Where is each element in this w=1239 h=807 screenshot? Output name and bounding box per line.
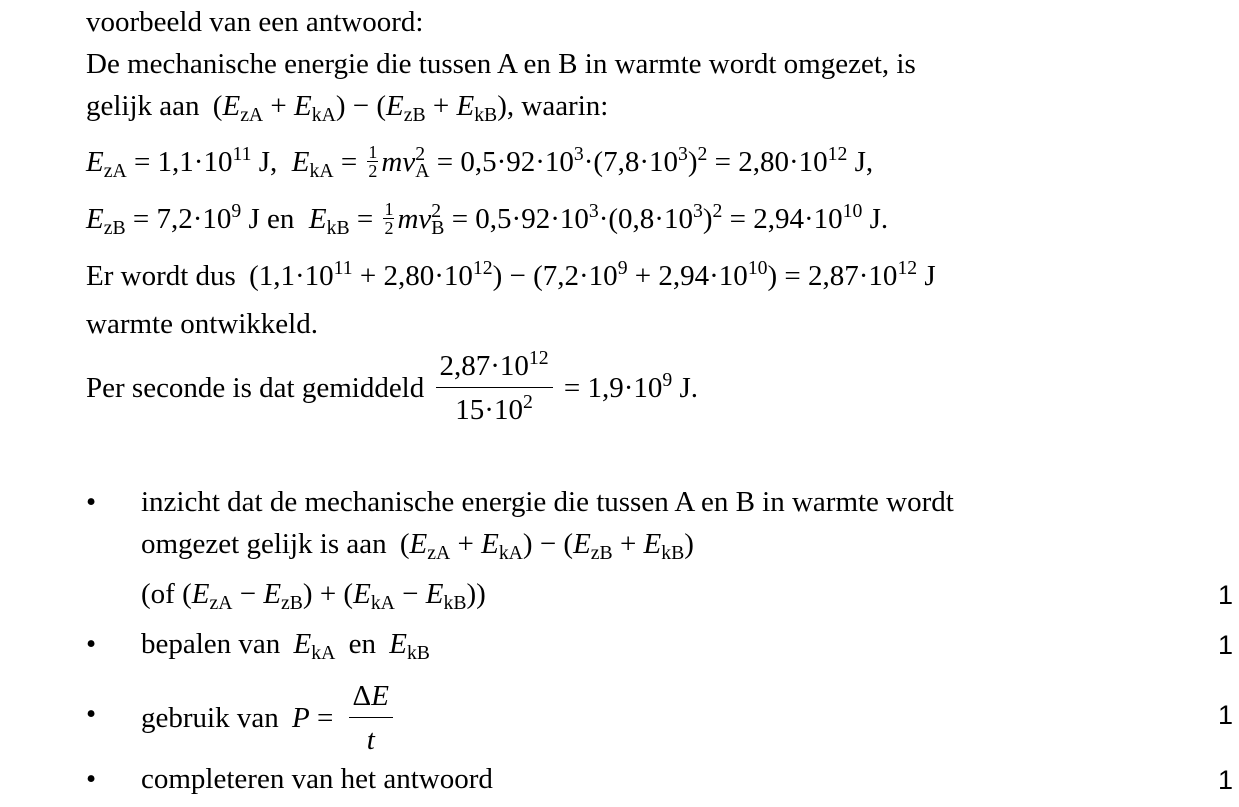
intro-line: voorbeeld van een antwoord: [86,6,424,38]
bullet-2-score: 1 [1217,630,1233,660]
bullet-4-score: 1 [1217,765,1233,795]
bullet-1-line-2-text: omgezet gelijk is aan [141,528,387,560]
fraction-denominator-exp: 2 [522,391,533,414]
text-line-6 [86,257,936,292]
bullet-marker: • [86,486,97,518]
bullet-2-prefix: bepalen van [141,628,281,660]
bullet-1-line-3-prefix: (of [141,578,175,610]
bullet-marker: • [86,763,97,795]
text-line-1: De mechanische energie die tussen A en B in warmte wordt omgezet, is [86,48,916,80]
one-half-fraction: $\frac{1}{2}$ [368,142,378,181]
bullet-marker: • [86,628,97,660]
power-fraction [436,347,553,426]
formula-line-b: $E_{zB} = 7,2\cdot 10^9$ J en $E_{kB}$ = $\frac{1}{2}$ $mv^2_B = 0,5\cdot 92\cdot 10^3\cdot(0,8\cdot 10^3)^2 = 2,94\cdot 10^{10}$ J. [86,199,889,240]
bullet-1-line-1: inzicht dat de mechanische energie die tussen A en B in warmte wordt [141,486,954,518]
text-line-7: warmte ontwikkeld. [86,308,318,340]
text-line-2 [86,90,609,127]
one-half-fraction: $\frac{1}{2}$ [384,199,394,238]
line6-prefix: Er wordt dus [86,260,236,292]
line8-prefix: Per seconde is dat gemiddeld [86,372,425,404]
formula-energy-difference: $(E_{zA} + E_{kA}) - (E_{zB} + E_{kB})$, [212,90,515,127]
bullet-3-score: 1 [1217,700,1233,730]
fraction-numerator: 2,87·10 [439,350,529,382]
bullet-1-score: 1 [1217,580,1233,610]
power-result: = $1,9\cdot 10^9$ J. [563,369,699,404]
line2-prefix: gelijk aan [86,90,200,122]
formula-total-heat: $(1,1\cdot 10^{11} + 2,80\cdot 10^{12}) - (7,2\cdot 10^9 + 2,94\cdot 10^{10}) = 2,87\cdot 10^{12}$ J [249,257,936,292]
text-line-8 [86,347,699,426]
bullet-1-line-2: omgezet gelijk is aan $(E_{zA} + E_{kA}) - (E_{zB} + E_{kB})$ [141,528,694,565]
fraction-denominator: 15·10 [455,394,523,426]
bullet-1-line-3: (of $(E_{zA} - E_{zB}) + (E_{kA} - E_{kB})$) [141,578,486,615]
line2-suffix: waarin: [521,90,609,122]
power-formula-fraction: $\frac{\Delta E}{t}$ [349,682,393,755]
bullet-3-text: gebruik van P = $\frac{\Delta E}{t}$ [141,682,397,755]
bullet-4-text: completeren van het antwoord [141,763,493,795]
bullet-3-prefix: gebruik van [141,702,279,734]
fraction-numerator-exp: 12 [528,347,549,370]
bullet-2-mid: en [348,628,376,660]
formula-line-a: $E_{zA} = 1,1\cdot 10^{11}$ J, $E_{kA}$ = $\frac{1}{2}$ $mv^2_A = 0,5\cdot 92\cdot 10^3\cdot(7,8\cdot 10^3)^2 = 2,80\cdot 10^{12}$ J, [86,142,874,183]
bullet-2-text: bepalen van $E_{kA}$ en $E_{kB}$ [141,628,430,665]
bullet-marker: • [86,698,97,730]
